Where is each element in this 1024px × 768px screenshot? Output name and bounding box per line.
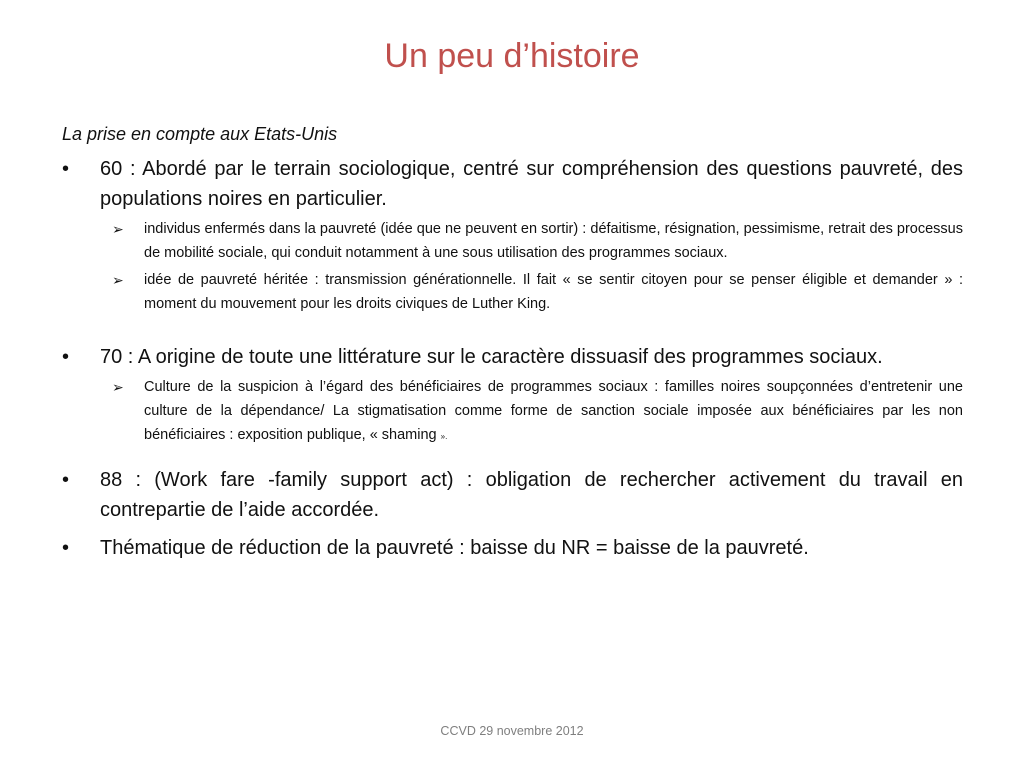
arrow-bullet-icon: ➢ bbox=[112, 221, 124, 237]
closing-quote: ». bbox=[440, 432, 448, 441]
spacer bbox=[62, 316, 963, 342]
bullet-text: Thématique de réduction de la pauvreté : baisse du NR = baisse de la pauvreté. bbox=[100, 537, 809, 559]
spacer bbox=[62, 525, 963, 533]
bullet-icon: • bbox=[62, 346, 70, 368]
bullet-text: 70 : A origine de toute une littérature sur le caractère dissuasif des programmes sociaux. bbox=[100, 346, 883, 368]
slide-content bbox=[62, 122, 963, 563]
bullet-item-60 bbox=[62, 154, 963, 214]
slide-title: Un peu d’histoire bbox=[384, 37, 640, 75]
bullet-icon: • bbox=[62, 469, 70, 491]
bullet-icon: • bbox=[62, 537, 70, 559]
slide-subtitle: La prise en compte aux Etats-Unis bbox=[62, 124, 338, 144]
arrow-bullet-icon: ➢ bbox=[112, 379, 124, 395]
sub-bullet-text: individus enfermés dans la pauvreté (idée que ne peuvent en sortir) : défaitisme, résignation, pessimisme, retrait des processus de mobilité sociale, qui conduit notamment à une sous utilisation des programmes sociaux. bbox=[144, 221, 963, 261]
sub-bullet-item bbox=[62, 375, 963, 449]
bullet-item-70 bbox=[62, 342, 963, 372]
bullet-item-88 bbox=[62, 465, 963, 525]
slide-footer: CCVD 29 novembre 2012 bbox=[440, 724, 584, 738]
arrow-bullet-icon: ➢ bbox=[112, 272, 124, 288]
bullet-item-thematique bbox=[62, 533, 963, 563]
sub-bullet-text: Culture de la suspicion à l’égard des bénéficiaires de programmes sociaux : familles noires soupçonnées d’entretenir une culture de la dépendance/ La stigmatisation comme forme de sanction sociale imposée aux bénéficiaires par les non bénéficiaires : exposition publique, « shaming bbox=[144, 379, 963, 443]
bullet-icon: • bbox=[62, 158, 70, 180]
sub-bullet-text: idée de pauvreté héritée : transmission générationnelle. Il fait « se sentir citoyen pour se penser éligible et demander » : moment du mouvement pour les droits civiques de Luther King. bbox=[144, 272, 963, 312]
bullet-text: 60 : Abordé par le terrain sociologique, centré sur compréhension des questions pauvreté, des populations noires en particulier. bbox=[100, 158, 963, 210]
bullet-text: 88 : (Work fare -family support act) : obligation de rechercher activement du travail en contrepartie de l’aide accordée. bbox=[100, 469, 963, 521]
spacer bbox=[62, 449, 963, 465]
sub-bullet-item bbox=[62, 268, 963, 316]
sub-bullet-item bbox=[62, 217, 963, 265]
